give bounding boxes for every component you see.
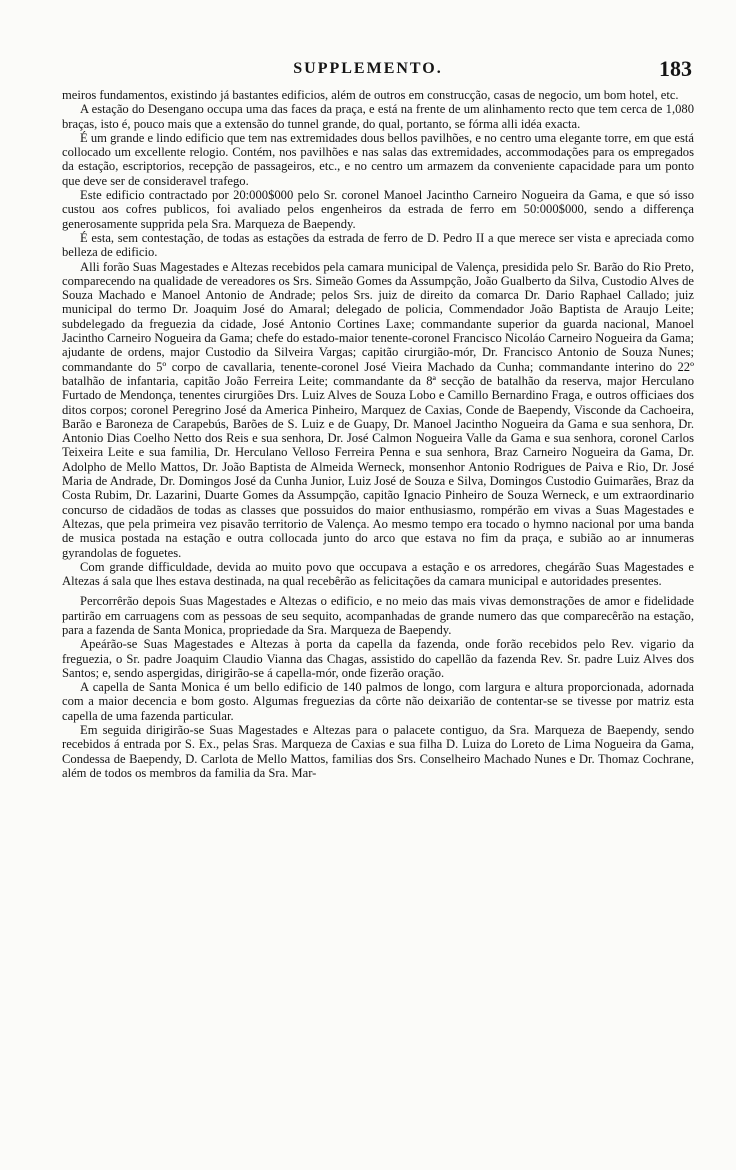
- paragraph: Alli forão Suas Magestades e Altezas recebidos pela camara municipal de Valença, presidida pelo Sr. Barão do Rio Preto, comparecendo na qualidade de vereadores os Srs. Simeão Gomes da Assumpção, João Gualberto da Silva, Custodio Alves de Souza Machado e Manoel Antonio de Andrade; pelos Srs. juiz de direito da comarca Dr. Dario Raphael Callado; juiz municipal do termo Dr. Joaquim José do Amaral; delegado de policia, Commendador João Baptista de Araujo Leite; subdelegado da freguezia da cidade, José Antonio Cortines Laxe; commandante superior da guarda nacional, Manoel Jacintho Carneiro Nogueira da Gama; chefe do estado-maior tenente-coronel Francisco Nicoláo Carneiro Nogueira da Gama; ajudante de ordens, major Custodio da Silveira Vargas; capitão cirurgião-mór, Dr. Francisco Antonio de Souza Nunes; commandante do 5º corpo de cavallaria, tenente-coronel José Vieira Machado da Cunha; commandante interino do 22º batalhão de infantaria, capitão João Ferreira Leite; commandante da 8ª secção de batalhão da reserva, major Herculano Furtado de Mendonça, tenentes cirurgiões Drs. Luiz Alves de Souza Lobo e Camillo Bernardino Fraga, e outros officiaes dos ditos corpos; coronel Peregrino José da America Pinheiro, Marquez de Caxias, Conde de Baependy, Visconde da Cachoeira, Barão e Baroneza de Carapebús, Barões de S. Luiz e de Guapy, Dr. Manoel Jacintho Nogueira da Gama e sua senhora, Dr. Antonio Dias Coelho Netto dos Reis e sua senhora, Dr. José Calmon Nogueira Valle da Gama e sua senhora, coronel Carlos Teixeira Leite e sua familia, Dr. Herculano Velloso Ferreira Penna e sua senhora, Braz Carneiro Nogueira da Gama, Dr. Adolpho de Mello Mattos, Dr. João Baptista de Almeida Werneck, monsenhor Antonio Rodrigues de Paiva e Rio, Dr. José Maria de Andrade, Dr. Domingos José da Cunha Junior, Luiz José de Souza e Silva, Domingos Custodio Guimarães, Braz da Costa Rubim, Dr. Lazarini, Duarte Gomes da Assumpção, capitão Ignacio Pinheiro de Souza Werneck, e um extraordinario concurso de cidadãos de todas as classes que possuidos do maior enthusiasmo, rompérão em vivas a Suas Magestades e Altezas, que pela primeira vez pisavão territorio de Valença. Ao mesmo tempo era tocado o hymno nacional por uma banda de musica postada na estação e outra collocada junto do arco que estava no fim da praça, e subião ao ar innumeras gyrandolas de foguetes.: [62, 259, 694, 560]
- paragraph: Em seguida dirigirão-se Suas Magestades e Altezas para o palacete contiguo, da Sra. Marqueza de Baependy, sendo recebidos á entrada por S. Ex., pelas Sras. Marqueza de Caxias e sua filha D. Luiza do Loreto de Lima Nogueira da Gama, Condessa de Baependy, D. Carlota de Mello Mattos, familias dos Srs. Conselheiro Machado Nunes e Dr. Thomaz Cochrane, além de todos os membros da familia da Sra. Mar-: [62, 723, 694, 780]
- paragraph: É um grande e lindo edificio que tem nas extremidades dous bellos pavilhões, e no centro uma elegante torre, em que está collocado um excellente relogio. Contém, nos pavilhões e nas salas das extremidades, accommodações para os empregados da estação, escriptorios, recepção de passageiros, etc., e no centro um armazem da conveniente capacidade para um ponto que deve ser de consideravel trafego.: [62, 130, 694, 188]
- paragraph: A estação do Desengano occupa uma das faces da praça, e está na frente de um alinhamento recto que tem cerca de 1,080 braças, isto é, pouco mais que a extensão do tunnel grande, do qual, portanto, se fórma alli idéa exacta.: [62, 102, 694, 131]
- body-text: [62, 88, 694, 780]
- page-header: [0, 56, 736, 86]
- paragraph: Apeárão-se Suas Magestades e Altezas à porta da capella da fazenda, onde forão recebidos pelo Rev. vigario da freguezia, o Sr. padre Joaquim Claudio Vianna das Chagas, assistido do capellão da fazenda Rev. Sr. padre Luiz Alves dos Santos; e, sendo aspergidas, dirigirão-se á capella-mór, onde fizerão oração.: [62, 637, 694, 680]
- paragraph: Este edificio contractado por 20:000$000 pelo Sr. coronel Manoel Jacintho Carneiro Nogueira da Gama, e que só isso custou aos cofres publicos, foi avaliado pelos engenheiros da estrada de ferro em 50:000$000, sendo a differença generosamente supprida pela Sra. Marqueza de Baependy.: [62, 188, 694, 231]
- running-title: SUPPLEMENTO.: [293, 60, 443, 77]
- paragraph: meiros fundamentos, existindo já bastantes edificios, além de outros em construcção, casas de negocio, um bom hotel, etc.: [62, 88, 679, 102]
- paragraph: É esta, sem contestação, de todas as estações da estrada de ferro de D. Pedro II a que merece ser vista e apreciada como belleza de edificio.: [62, 230, 694, 260]
- paragraph: Com grande difficuldade, devida ao muito povo que occupava a estação e os arredores, chegárão Suas Magestades e Altezas á sala que lhes estava destinada, na qual recebêrão as felicitações da camara municipal e autoridades presentes.: [62, 559, 694, 589]
- paragraph: A capella de Santa Monica é um bello edificio de 140 palmos de longo, com largura e altura proporcionada, adornada com a maior decencia e bom gosto. Algumas freguezias da côrte não deixarião de contentar-se se tivesse por matriz esta capella de uma fazenda particular.: [62, 680, 694, 723]
- paragraph: Percorrêrão depois Suas Magestades e Altezas o edificio, e no meio das mais vivas demonstrações de amor e fidelidade partirão em carruagens com as pessoas de seu sequito, acompanhadas de grande numero das que comparecêrão na estação, para a fazenda de Santa Monica, propriedade da Sra. Marqueza de Baependy.: [62, 594, 694, 637]
- page-number: 183: [659, 56, 692, 81]
